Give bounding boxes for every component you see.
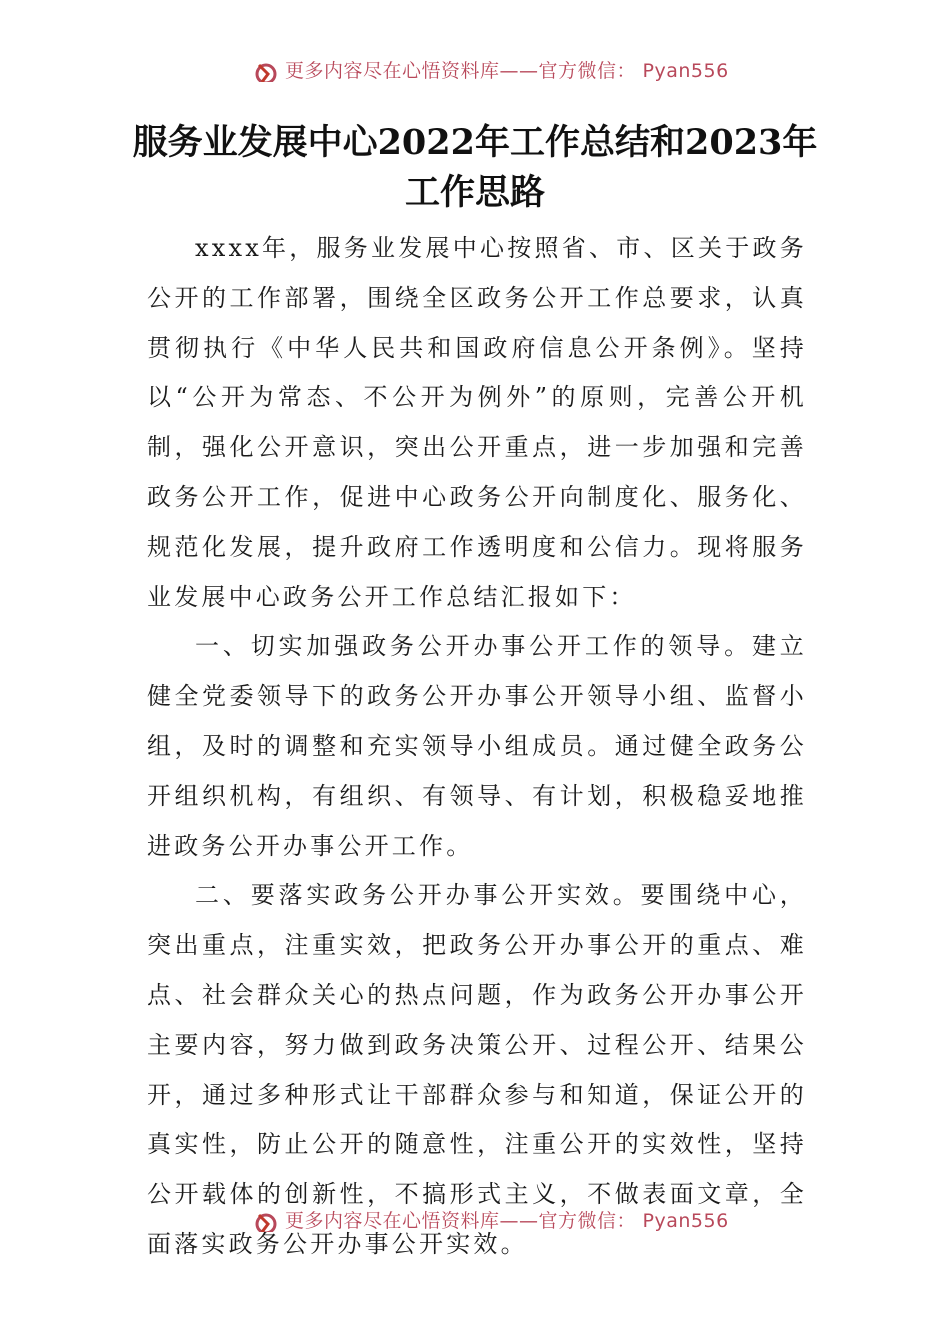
paragraph-section-2: 二、要落实政务公开办事公开实效。要围绕中心，突出重点，注重实效，把政务公开办事公开的重点、难点、社会群众关心的热点问题，作为政务公开办事公开主要内容，努力做到政务决策公开、过程公开、结果公开，通过多种形式让干部群众参与和知道，保证公开的真实性，防止公开的随意性，注重公开的实效性，坚持公开载体的创新性，不搞形式主义，不做表面文章，全面落实政务公开办事公开实效。	[147, 881, 807, 1258]
watermark-text: 更多内容尽在心悟资料库——官方微信： Pyan556	[285, 1209, 729, 1232]
watermark-banner-bottom	[0, 1206, 950, 1232]
paragraph-intro: xxxx年，服务业发展中心按照省、市、区关于政务公开的工作部署，围绕全区政务公开工作总要求，认真贯彻执行《中华人民共和国政府信息公开条例》。坚持以“公开为常态、不公开为例外”的原则，完善公开机制，强化公开意识，突出公开重点，进一步加强和完善政务公开工作，促进中心政务公开向制度化、服务化、规范化发展，提升政府工作透明度和公信力。现将服务业发展中心政务公开工作总结汇报如下：	[147, 234, 807, 611]
watermark-logo-icon	[253, 60, 279, 82]
watermark-text: 更多内容尽在心悟资料库——官方微信： Pyan556	[285, 59, 729, 82]
watermark-logo-icon	[253, 1210, 279, 1232]
document-title: 服务业发展中心2022年工作总结和2023年工作思路	[132, 122, 818, 213]
paragraph-section-1: 一、切实加强政务公开办事公开工作的领导。建立健全党委领导下的政务公开办事公开领导小组、监督小组，及时的调整和充实领导小组成员。通过健全政务公开组织机构，有组织、有领导、有计划，积极稳妥地推进政务公开办事公开工作。	[147, 632, 807, 860]
watermark-banner-top	[0, 56, 950, 82]
document-body	[147, 224, 807, 1270]
